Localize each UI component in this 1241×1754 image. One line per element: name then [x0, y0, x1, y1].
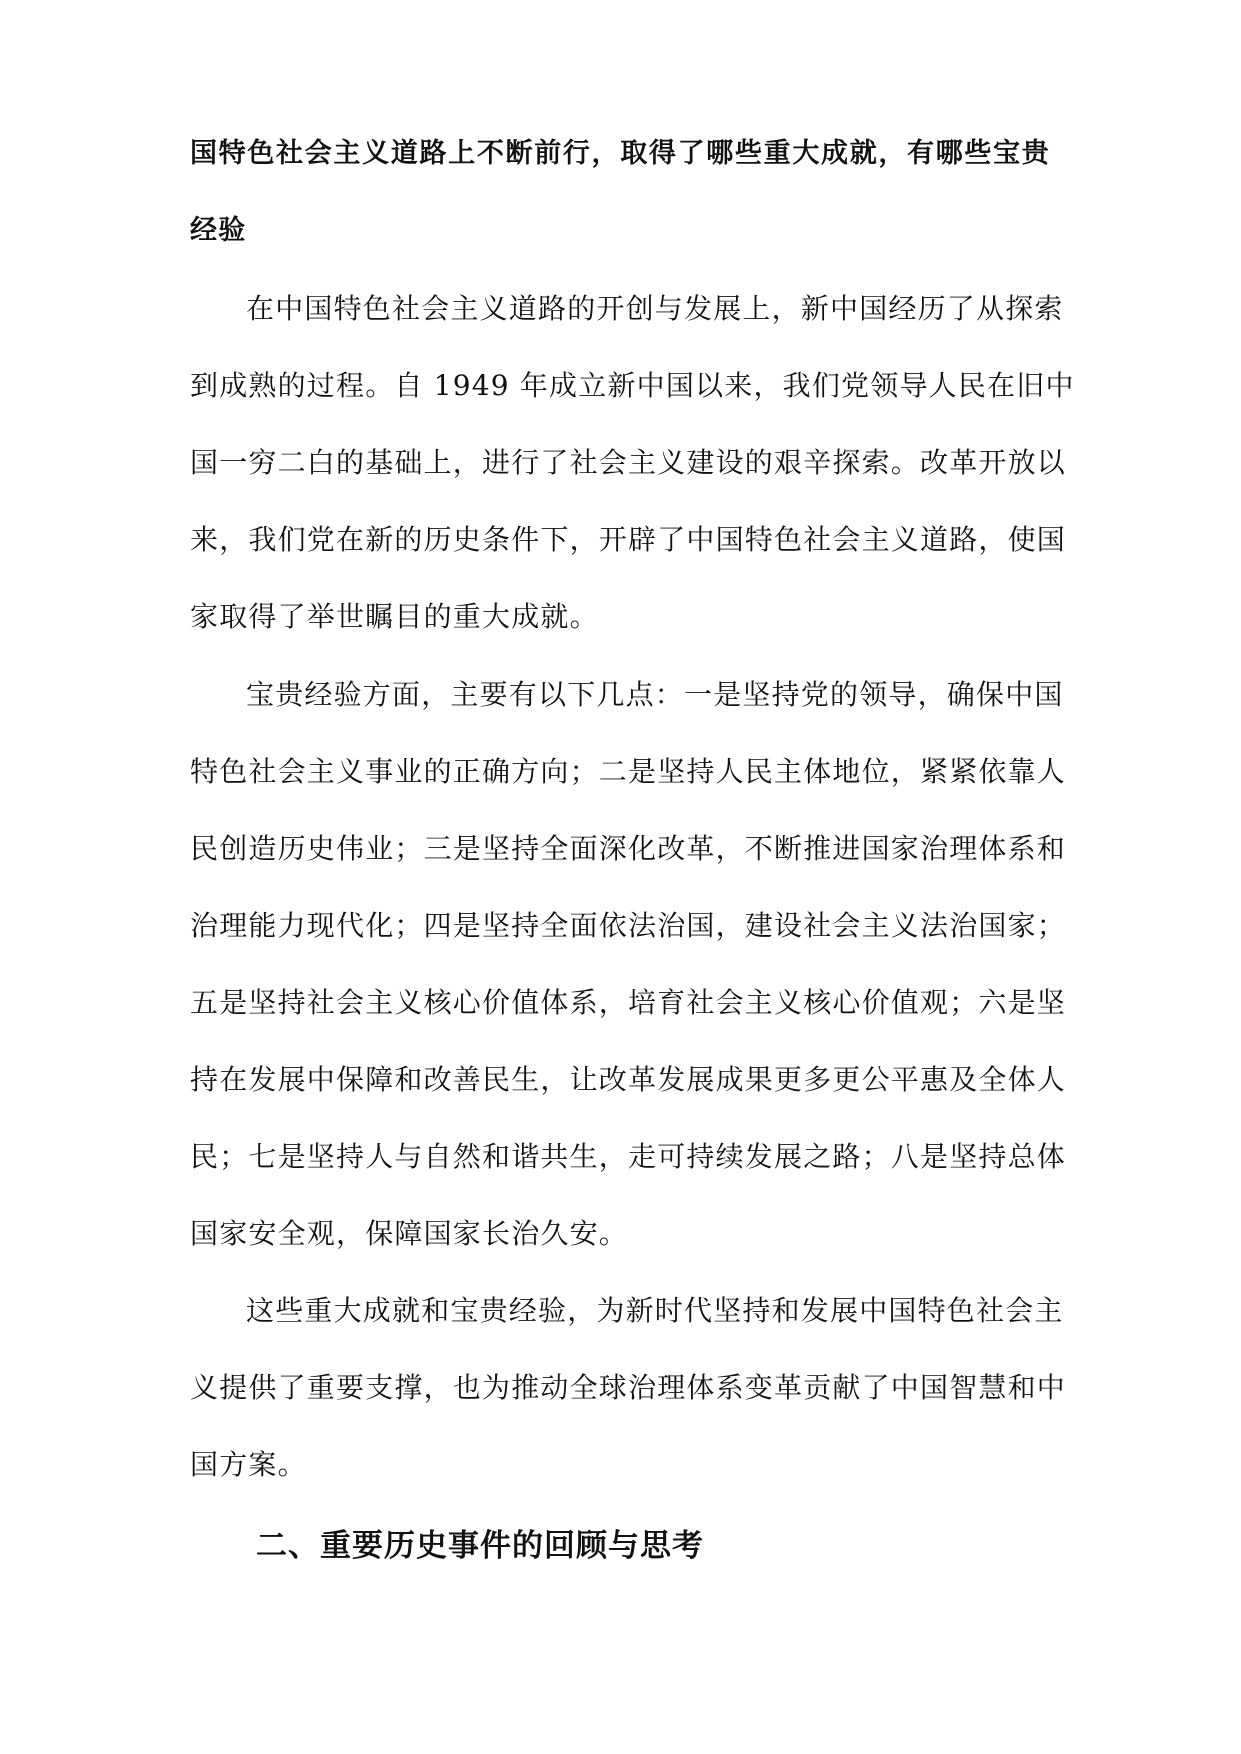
- paragraph-line: 国一穷二白的基础上，进行了社会主义建设的艰辛探索。改革开放以: [190, 446, 1067, 479]
- paragraph-line: 治理能力现代化；四是坚持全面依法治国，建设社会主义法治国家；: [190, 909, 1067, 942]
- paragraph-line: 宝贵经验方面，主要有以下几点：一是坚持党的领导，确保中国: [246, 678, 1064, 711]
- heading-continued-line: 国特色社会主义道路上不断前行，取得了哪些重大成就，有哪些宝贵: [190, 138, 1050, 169]
- paragraph-line: 持在发展中保障和改善民生，让改革发展成果更多更公平惠及全体人: [190, 1063, 1067, 1096]
- section-heading: 二、重要历史事件的回顾与思考: [256, 1528, 704, 1564]
- paragraph-line: 到成熟的过程。自 1949 年成立新中国以来，我们党领导人民在旧中: [190, 369, 1075, 402]
- paragraph-line: 义提供了重要支撑，也为推动全球治理体系变革贡献了中国智慧和中: [190, 1371, 1067, 1404]
- paragraph-line: 国方案。: [190, 1448, 307, 1481]
- paragraph-line: 特色社会主义事业的正确方向；二是坚持人民主体地位，紧紧依靠人: [190, 755, 1067, 788]
- paragraph-line: 这些重大成就和宝贵经验，为新时代坚持和发展中国特色社会主: [246, 1294, 1064, 1327]
- paragraph-line: 家取得了举世瞩目的重大成就。: [190, 600, 599, 633]
- paragraph-line: 民创造历史伟业；三是坚持全面深化改革，不断推进国家治理体系和: [190, 832, 1067, 865]
- paragraph-line: 在中国特色社会主义道路的开创与发展上，新中国经历了从探索: [246, 292, 1064, 325]
- paragraph-line: 国家安全观，保障国家长治久安。: [190, 1217, 629, 1250]
- paragraph-line: 五是坚持社会主义核心价值体系，培育社会主义核心价值观；六是坚: [190, 986, 1067, 1019]
- heading-continued-line: 经验: [190, 215, 247, 246]
- paragraph-line: 民；七是坚持人与自然和谐共生，走可持续发展之路；八是坚持总体: [190, 1140, 1067, 1173]
- paragraph-line: 来，我们党在新的历史条件下，开辟了中国特色社会主义道路，使国: [190, 523, 1067, 556]
